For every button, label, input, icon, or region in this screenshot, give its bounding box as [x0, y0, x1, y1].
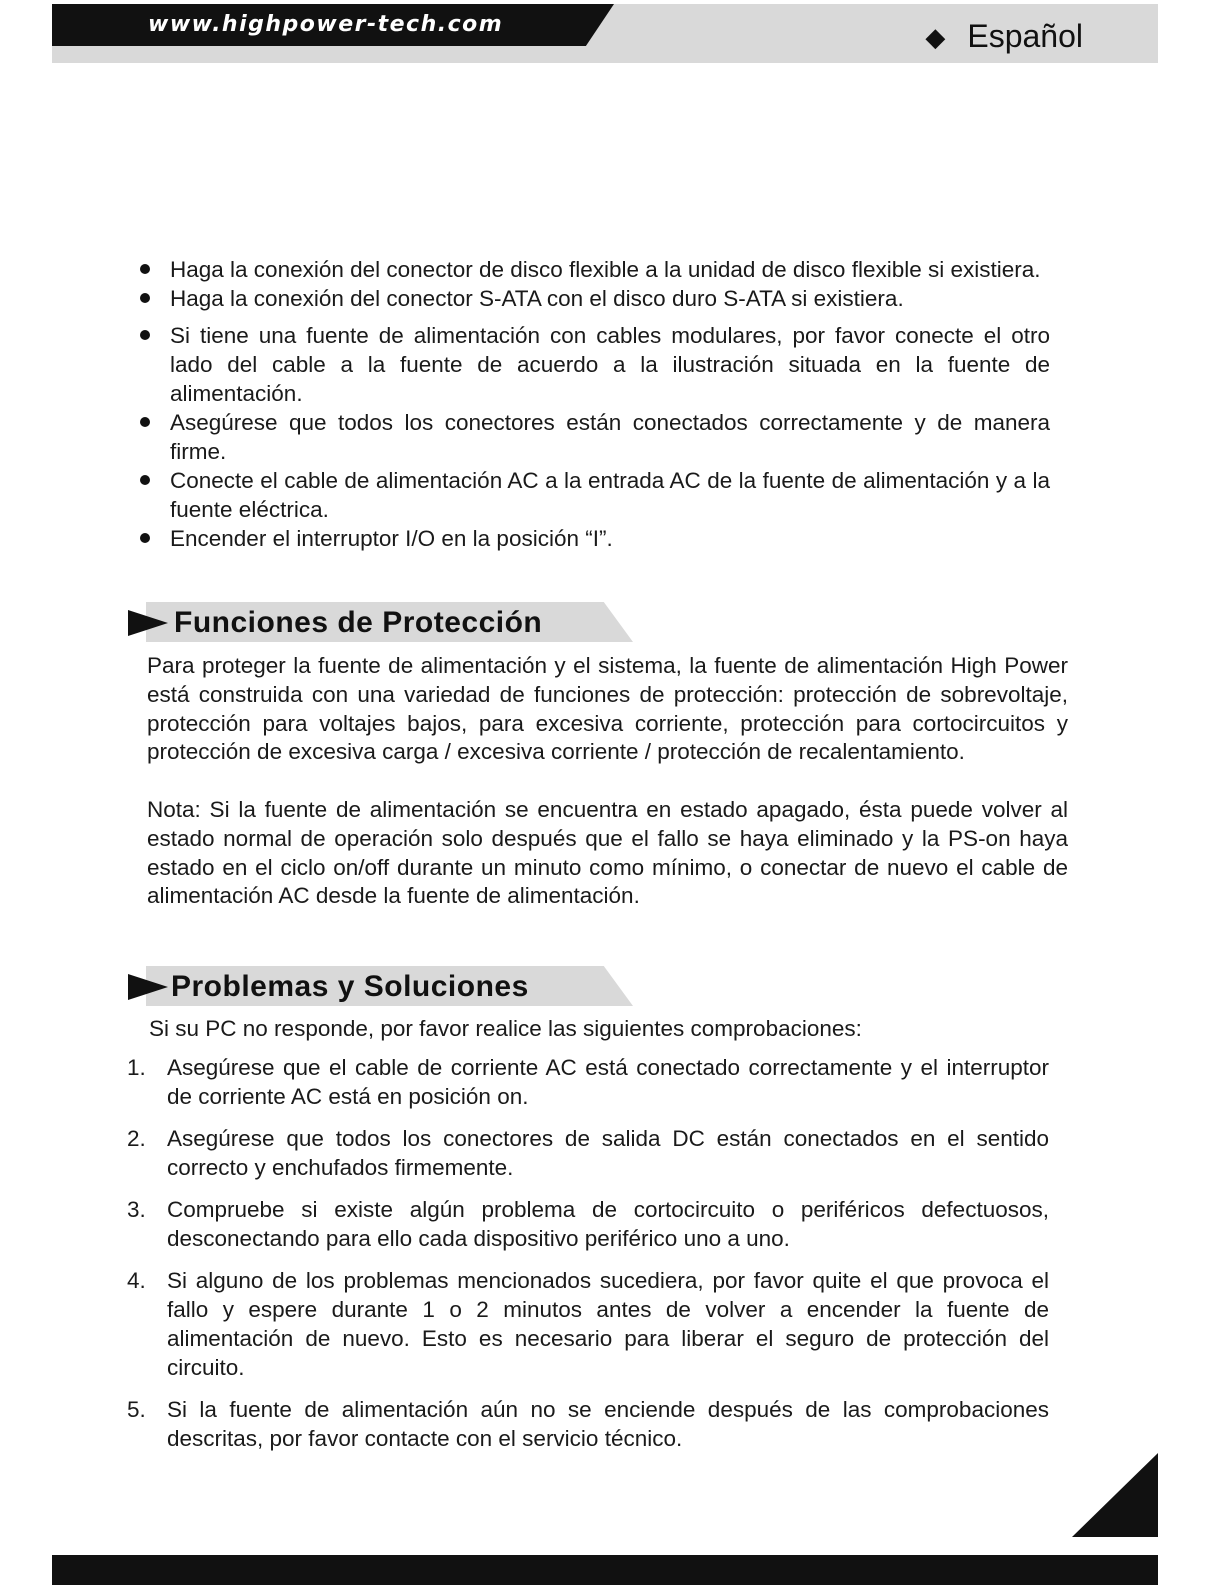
bullet-icon	[140, 475, 150, 485]
list-item: 3. Compruebe si existe algún problema de cortocircuito o periféricos defectuosos, desconectando para ello cada dispositivo periférico uno a uno.	[127, 1197, 1049, 1251]
list-item: Si tiene una fuente de alimentación con cables modulares, por favor conecte el otro lado del cable a la fuente de acuerdo a la ilustración situada en la fuente de alimentación.	[140, 321, 1050, 408]
list-item: 1. Asegúrese que el cable de corriente AC está conectado correctamente y el interruptor de corriente AC está en posición on.	[127, 1055, 1049, 1109]
step-number: 5.	[127, 1397, 146, 1422]
list-item: Haga la conexión del conector S-ATA con el disco duro S-ATA si existiera.	[140, 284, 1050, 313]
arrow-right-icon	[128, 610, 168, 636]
list-item: 5. Si la fuente de alimentación aún no se enciende después de las comprobaciones descritas, por favor contacte con el servicio técnico.	[127, 1397, 1049, 1451]
bullet-icon	[140, 417, 150, 427]
list-item: Asegúrese que todos los conectores están conectados correctamente y de manera firme.	[140, 408, 1050, 466]
step-number: 4.	[127, 1268, 146, 1293]
list-item: 2. Asegúrese que todos los conectores de salida DC están conectados en el sentido correcto y enchufados firmemente.	[127, 1126, 1049, 1180]
troubleshooting-section-header	[128, 966, 633, 1006]
installation-bullet-list	[140, 255, 1050, 553]
bullet-icon	[140, 264, 150, 274]
section-title: Problemas y Soluciones	[171, 970, 529, 1003]
diamond-icon: ◆	[925, 21, 946, 52]
step-number: 1.	[127, 1055, 146, 1080]
step-number: 3.	[127, 1197, 146, 1222]
language-label: Español	[967, 18, 1083, 54]
list-item: Haga la conexión del conector de disco flexible a la unidad de disco flexible si existiera.	[140, 255, 1050, 284]
bullet-icon	[140, 330, 150, 340]
list-item: 4. Si alguno de los problemas mencionados sucediera, por favor quite el que provoca el fallo y espere durante 1 o 2 minutos antes de volver a encender la fuente de alimentación de nuevo. Esto es necesario para liberar el seguro de protección del circuito.	[127, 1268, 1049, 1380]
list-item: Encender el interruptor I/O en la posición “I”.	[140, 524, 1050, 553]
troubleshooting-intro: Si su PC no responde, por favor realice las siguientes comprobaciones:	[149, 1016, 862, 1041]
website-url: www.highpower-tech.com	[148, 12, 504, 37]
step-number: 2.	[127, 1126, 146, 1151]
list-item: Conecte el cable de alimentación AC a la entrada AC de la fuente de alimentación y a la fuente eléctrica.	[140, 466, 1050, 524]
corner-decoration	[1072, 1453, 1158, 1537]
section-title: Funciones de Protección	[174, 606, 543, 639]
bullet-icon	[140, 293, 150, 303]
footer-bar	[52, 1555, 1158, 1585]
protection-section-header	[128, 602, 633, 642]
protection-paragraph: Para proteger la fuente de alimentación y el sistema, la fuente de alimentación High Power está construida con una variedad de funciones de protección: protección de sobrevoltaje, protección para voltajes bajos, para excesiva corriente, protección para cortocircuitos y protección de excesiva carga / excesiva corriente / protección de recalentamiento.	[147, 653, 1068, 765]
troubleshooting-steps	[127, 1053, 1049, 1466]
bullet-icon	[140, 533, 150, 543]
protection-note: Nota: Si la fuente de alimentación se encuentra en estado apagado, ésta puede volver al estado normal de operación solo después que el fallo se haya eliminado y la PS-on haya estado en el ciclo on/off durante un minuto como mínimo, o conectar de nuevo el cable de alimentación AC desde la fuente de alimentación.	[147, 797, 1068, 909]
language-label-group	[925, 18, 1083, 55]
arrow-right-icon	[128, 974, 168, 1000]
